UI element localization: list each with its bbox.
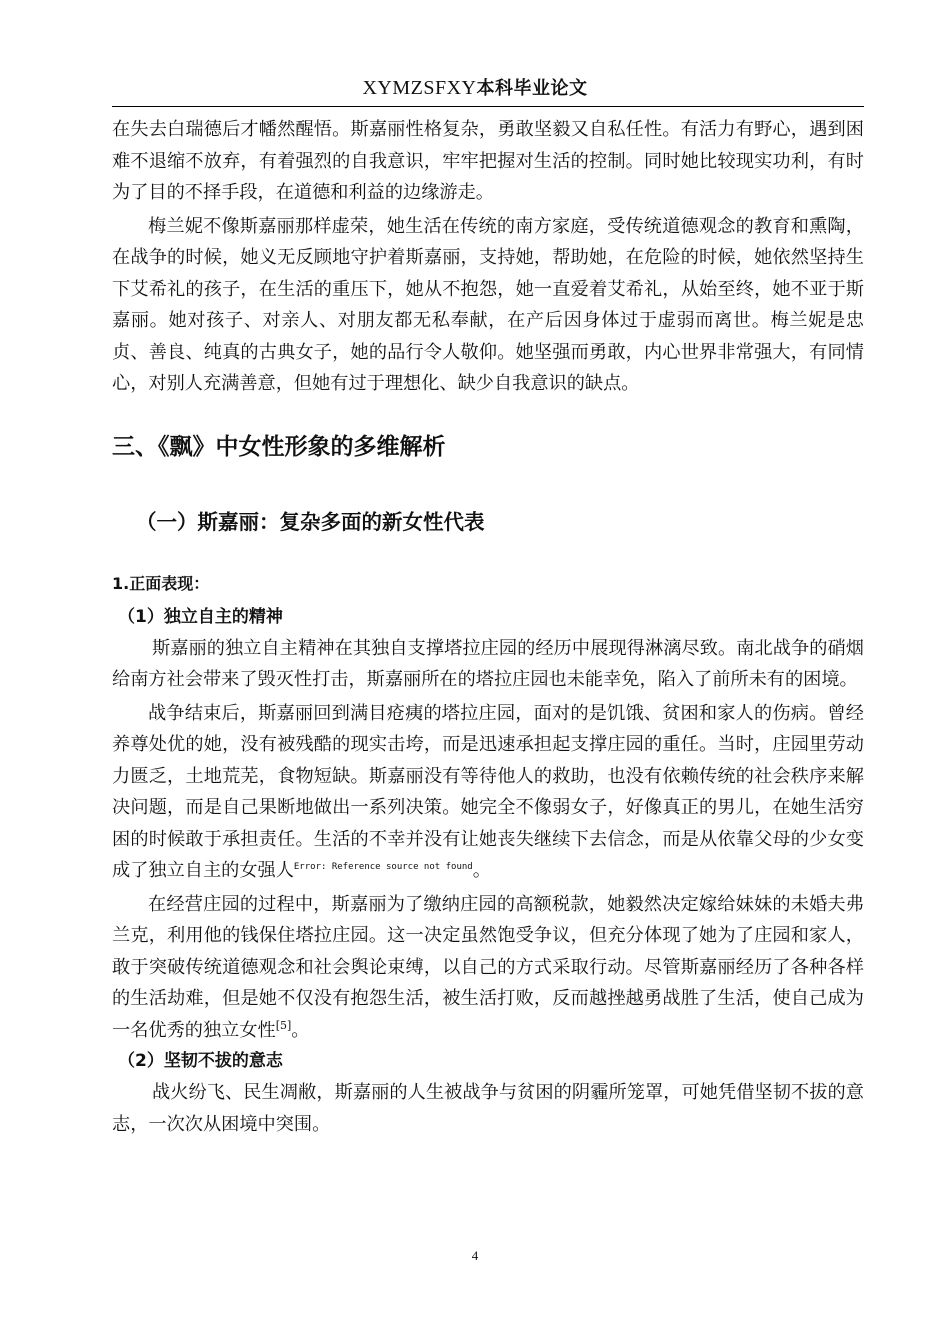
page-number: 4	[471, 1248, 479, 1263]
subpoint-heading-1: （1）独立自主的精神	[118, 606, 283, 627]
paragraph-3: 斯嘉丽的独立自主精神在其独自支撑塔拉庄园的经历中展现得淋漓尽致。南北战争的硝烟给南方社会带来了毁灭性打击，斯嘉丽所在的塔拉庄园也未能幸免，陷入了前所未有的困境。	[112, 637, 864, 690]
header-code: XYMZSFXY	[362, 77, 477, 99]
paragraph-4-end: 。	[472, 860, 491, 881]
paragraph-5-text: 在经营庄园的过程中，斯嘉丽为了缴纳庄园的高额税款，她毅然决定嫁给妹妹的未婚夫弗兰克，利用他的钱保住塔拉庄园。这一决定虽然饱受争议，但充分体现了她为了庄园和家人，敢于突破传统道德观念和社会舆论束缚，以自己的方式采取行动。尽管斯嘉丽经历了各种各样的生活劫难，但是她不仅没有抱怨生活，被生活打败，反而越挫越勇战胜了生活，使自己成为一名优秀的独立女性	[112, 893, 864, 1041]
citation-marker: [5]	[275, 1018, 292, 1032]
section-heading: 三、《飘》中女性形象的多维解析	[112, 433, 446, 460]
paragraph-2: 梅兰妮不像斯嘉丽那样虚荣，她生活在传统的南方家庭，受传统道德观念的教育和熏陶，在战争的时候，她义无反顾地守护着斯嘉丽，支持她，帮助她，在危险的时候，她依然坚持生下艾希礼的孩子，在生活的重压下，她从不抱怨，她一直爱着艾希礼，从始至终，她不亚于斯嘉丽。她对孩子、对亲人、对朋友都无私奉献，在产后因身体过于虚弱而离世。梅兰妮是忠贞、善良、纯真的古典女子，她的品行令人敬仰。她坚强而勇敢，内心世界非常强大，有同情心，对别人充满善意，但她有过于理想化、缺少自我意识的缺点。	[112, 215, 864, 394]
subpoint-heading-2: （2）坚韧不拔的意志	[118, 1051, 283, 1071]
paragraph-1: 在失去白瑞德后才幡然醒悟。斯嘉丽性格复杂，勇敢坚毅又自私任性。有活力有野心，遇到困难不退缩不放弃，有着强烈的自我意识，牢牢把握对生活的控制。同时她比较现实功利，有时为了目的不择手段，在道德和利益的边缘游走。	[112, 119, 864, 203]
page-header	[0, 74, 950, 100]
document-body	[112, 114, 864, 1140]
paragraph-6: 战火纷飞、民生凋敝，斯嘉丽的人生被战争与贫困的阴霾所笼罩，可她凭借坚韧不拔的意志，一次次从困境中突围。	[112, 1082, 864, 1135]
subsection-heading: （一）斯嘉丽：复杂多面的新女性代表	[136, 509, 485, 534]
header-rule	[112, 106, 864, 107]
paragraph-5-end: 。	[291, 1019, 310, 1041]
header-title: 本科毕业论文	[476, 78, 588, 99]
paragraph-4	[112, 698, 864, 887]
paragraph-4-text: 战争结束后，斯嘉丽回到满目疮痍的塔拉庄园，面对的是饥饿、贫困和家人的伤病。曾经养尊处优的她，没有被残酷的现实击垮，而是迅速承担起支撑庄园的重任。当时，庄园里劳动力匮乏，土地荒芜，食物短缺。斯嘉丽没有等待他人的救助，也没有依赖传统的社会秩序来解决问题，而是自己果断地做出一系列决策。她完全不像弱女子，好像真正的男儿，在她生活穷困的时候敢于承担责任。生活的不幸并没有让她丧失继续下去信念，而是从依靠父母的少女变成了独立自主的女强人	[112, 702, 864, 881]
point-heading: 1.正面表现：	[112, 573, 210, 593]
reference-error: Error: Reference source not found	[293, 861, 473, 872]
paragraph-5	[112, 889, 864, 1047]
